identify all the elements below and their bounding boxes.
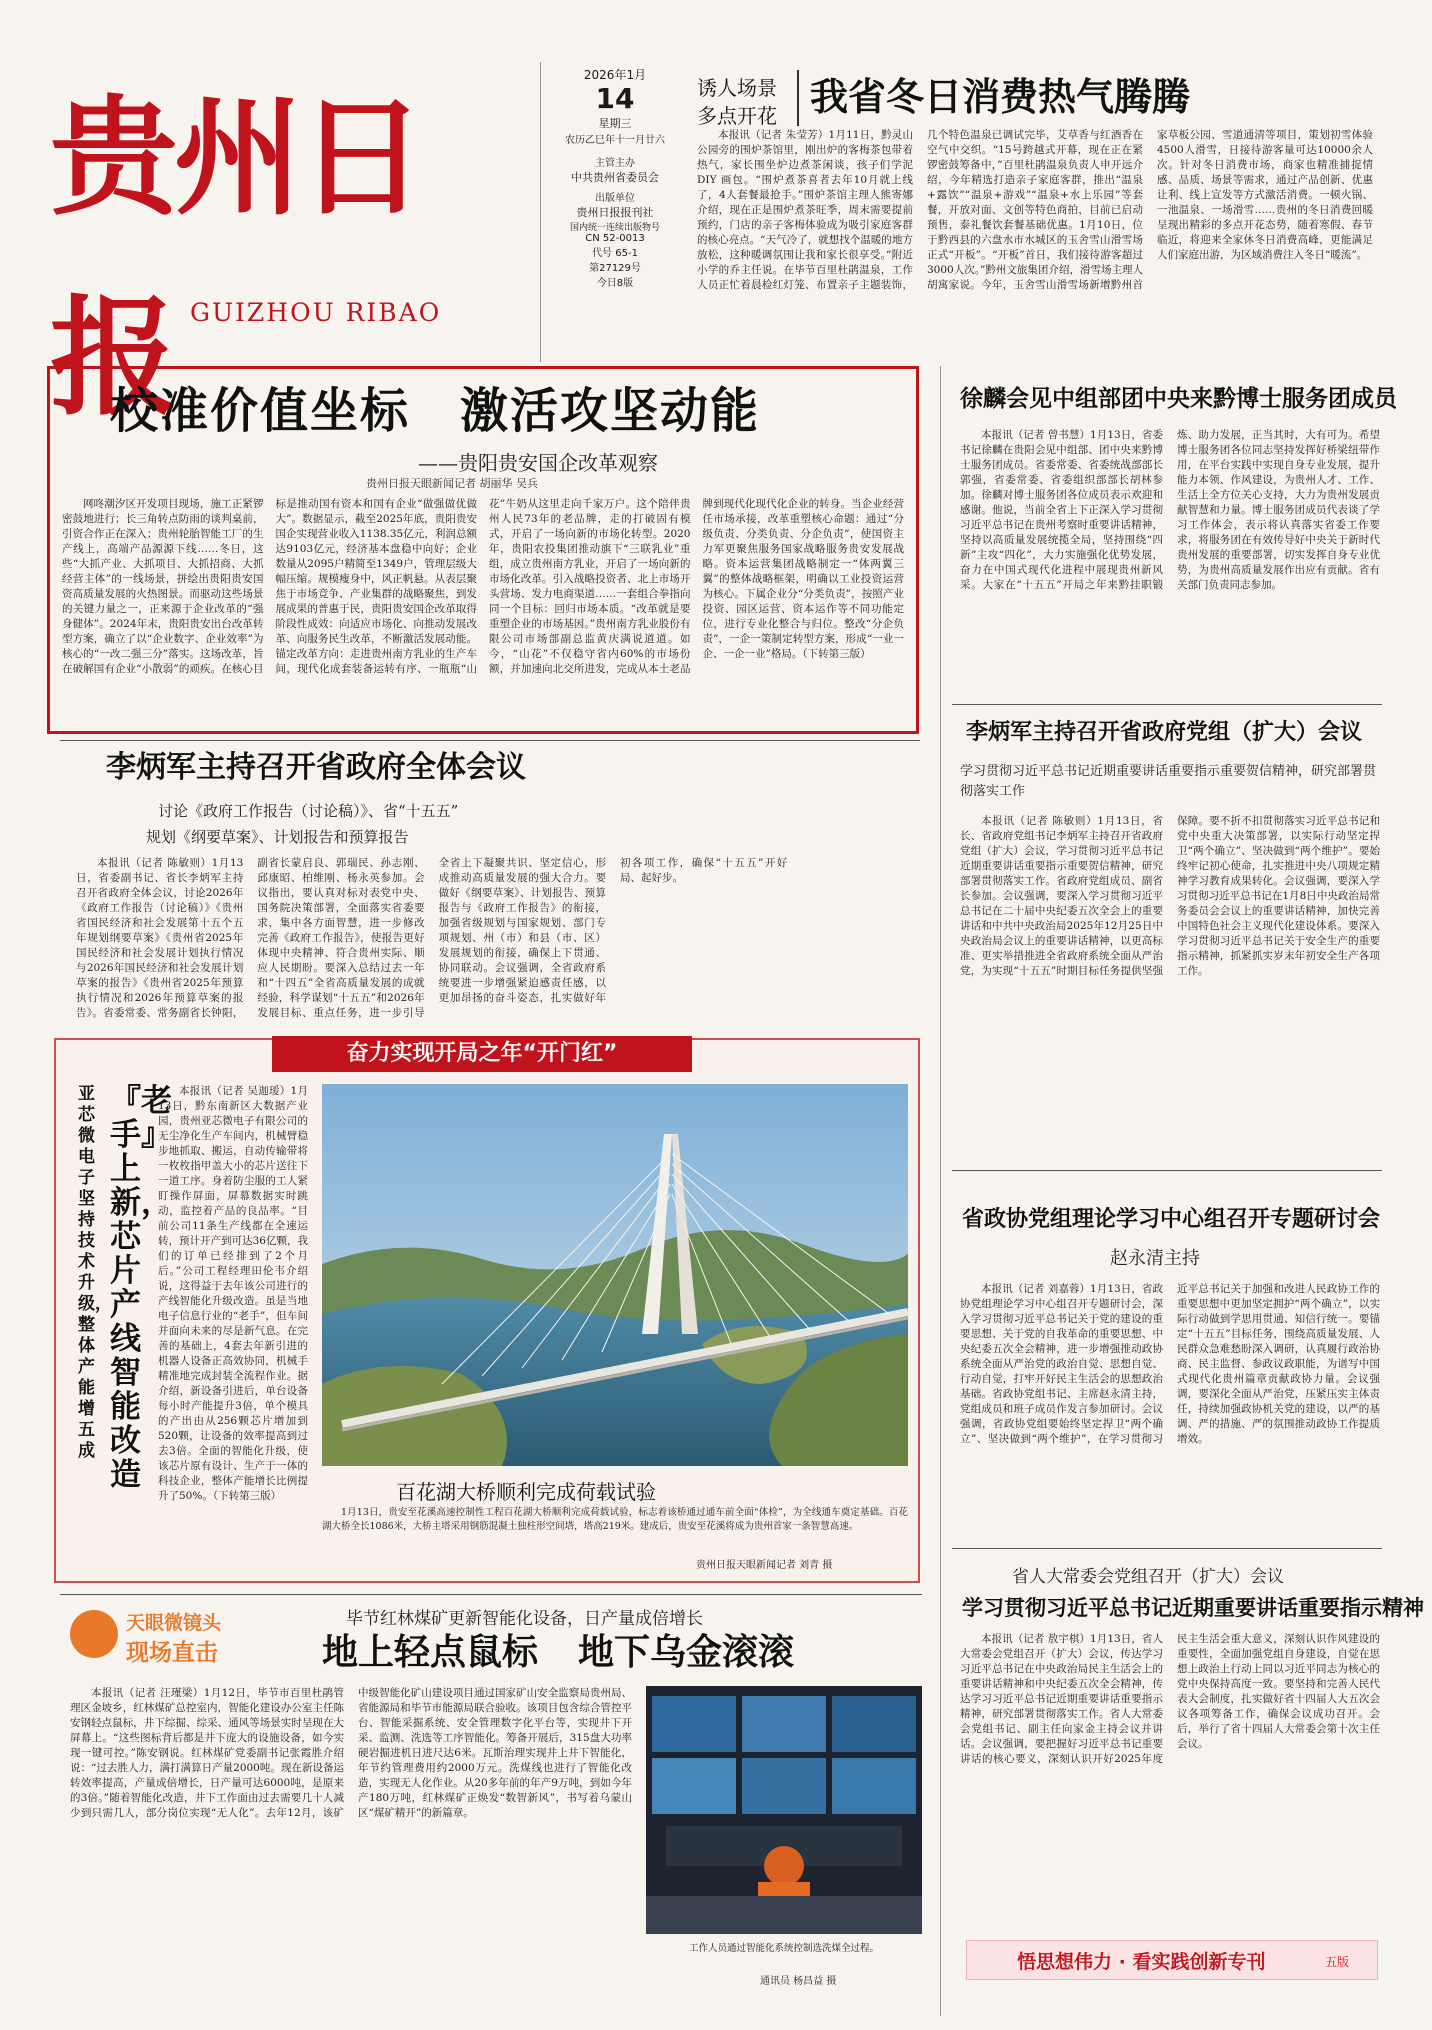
live-badge bbox=[70, 1604, 270, 1664]
right-story-1-body: 本报讯（记者 曾书慧）1月13日，省委书记徐麟在贵阳会见中组部、团中央来黔博士服务团成员。省委常委、省委统战部部长郭强，省委常委、省委组织部部长胡林参加。徐麟对博士服务团各位成员表示欢迎和感谢。他说，当前全省上下正深入学习贯彻习近平总书记在贵州考察时重要讲话精神，坚持以高质量发展统揽全局，坚持围绕“四新”主攻“四化”，大力实施强化优势发展，奋力在中国式现代化进程中展现贵州新风采。大家在“十五五”开局之年来黔挂职锻炼、助力发展，正当其时，大有可为。希望博士服务团各位同志坚持发挥好桥梁纽带作用，在平台实践中实现自身专业发展，提升能力本领、作风建设，为贵州人才、工作、生活上全方位关心支持，大力为贵州发展贡献智慧和力量。博士服务团成员代表谈了学习工作体会，表示将认真落实省委工作要求，将服务团在有效传导好中央关于新时代贵州发展的重要部署，切实发挥自身专业优势，为贵州高质量发展作出应有贡献。省有关部门负责同志参加。 bbox=[960, 429, 1380, 591]
feature-vertical-title-b[interactable]: 『老手』上新，芯片产线智能改造 bbox=[110, 1083, 172, 1493]
box-story-headline-a: 校准价值坐标 bbox=[110, 383, 411, 439]
box-story-headline-b: 激活攻坚动能 bbox=[460, 383, 761, 439]
top-story-headline[interactable]: 我省冬日消费热气腾腾 bbox=[810, 75, 1191, 119]
bottom-story-kicker: 毕节红林煤矿更新智能化设备，日产量成倍增长 bbox=[346, 1609, 703, 1629]
feature-body: 本报讯（记者 吴迦瑷）1月13日，黔东南新区大数据产业园，贵州亚芯微电子有限公司的无尘净化生产车间内，机械臂稳步地抓取、搬运，自动传输带将一枚枚指甲盖大小的芯片送往下一道工序。身着防尘服的工人紧盯操作屏面，屏幕数据实时跳动，监控着产品的良品率。“目前公司11条生产线都在全速运转，预计开产到可达36亿颗，我们的订单已经排到了2个月后。”公司工程经理田伦韦介绍说，这得益于去年该公司进行的产线智能化升级改造。虽是当地电子信息行业的“老手”，但车间并面向未来的尽是新气息。在完善的基础上，4套去年新引进的机器人设备正高效协同，机械手精准地完成封装全流程作业。据介绍，新设备引进后，单台设备每小时产能提升3倍，单个模具的产出由从256颗芯片增加到520颗，让设备的效率提高到过去3倍。全面的智能化升级，使该芯片原有设计、生产于一体的科技企业，整体产能增长比例提升了50%。（下转第三版） bbox=[158, 1085, 308, 1502]
bridge-photo-caption: 1月13日，贵安至花溪高速控制性工程百花湖大桥顺利完成荷载试验，标志着该桥通过通车前全面“体检”，为全线通车奠定基础。百花湖大桥全长1086米，大桥主塔采用钢筋混凝土独柱形空间塔，塔高219米。建成后，贵安至花溪将成为贵州首家一条智慧高速。 bbox=[322, 1507, 908, 1532]
live-badge-bottom: 现场直击 bbox=[126, 1640, 218, 1666]
cn-label: 国内统一连续出版物号 bbox=[569, 223, 660, 233]
publisher-label: 出版单位 bbox=[595, 193, 635, 204]
date-year: 2026年1月 bbox=[583, 68, 647, 82]
middle-story-headline[interactable]: 李炳军主持召开省政府全体会议 bbox=[106, 750, 526, 785]
right-story-4-headline[interactable]: 学习贯彻习近平总书记近期重要讲话重要指示精神 bbox=[962, 1596, 1424, 1620]
bottom-story-headline-a: 地上轻点鼠标 bbox=[322, 1632, 539, 1673]
special-column-page: 五版 bbox=[1325, 1955, 1350, 1969]
bottom-story-headline[interactable] bbox=[322, 1630, 794, 1676]
right-story-3-headline[interactable]: 省政协党组理论学习中心组召开专题研讨会 bbox=[962, 1207, 1381, 1232]
bottom-story-body-left: 本报讯（记者 汪瑾梁）1月12日，毕节市百里杜鹃管理区金坡乡，红林煤矿总控室内，智能化建设办公室主任陈安钢轻点鼠标，井下综掘、综采、通风等场景实时呈现在大屏幕上。“这些图标背后都是井下庞大的设施设备，如今实现一键可控。”陈安钢说。红林煤矿党委副书记张霞胜介绍说：“过去胜人力，满打满算日产量2000吨。现在新设备运转效率提高，产量成倍增长，日产量可达6000吨，是原来的3倍。”随着智能化改造，井下工作面由过去需要几十人减少到只需几人，部分岗位实现“无人化”。去年12月，该矿中级智能化矿山建设项目通过国家矿山安全监察局贵州局、省能源局和毕节市能源局联合验收。该项目包含综合管控平台、智能采掘系统、安全管理数字化平台等，实现井下开采、监测、洗选等工序智能化。筹备开展后，315盘大功率硬岩掘进机日进尺达6米。瓦斯治理实现井上井下智能化，年节约管理费用约2000万元。洗煤线也进行了智能化改造，实现无人化作业。从20多年前的年产9万吨，到如今年产180万吨，红林煤矿正焕发“数智新风”，书写着乌蒙山区“煤矿精开”的新篇章。 bbox=[70, 1687, 632, 1819]
right-story-4-body: 本报讯（记者 敖宇棋）1月13日，省人大常委会党组召开（扩大）会议，传达学习习近平总书记在中央政治局民主生活会上的重要讲话精神和中央纪委五次全会精神，传达学习习近平总书记近期重要讲话重要指示精神，研究部署贯彻落实工作。省人大常委会党组书记、副主任向家金主持会议并讲话。会议强调，要把握好习近平总书记重要讲话的核心要义，深刻认识开好2025年度民主生活会重大意义，深刻认识作风建设的重要性，全面加强党组自身建设，自觉在思想上政治上行动上同以习近平同志为核心的党中央保持高度一致。要坚持和完善人民代表大会制度，扎实做好省十四届人大五次会议各项筹备工作，确保会议成功召开。会后，举行了省十四届人大常委会第十次主任会议。 bbox=[960, 1633, 1380, 1765]
masthead-pinyin: GUIZHOU RIBAO bbox=[190, 298, 442, 327]
mine-photo-caption: 工作人员通过智能化系统控制选洗煤全过程。 bbox=[688, 1943, 879, 1954]
page-count: 今日8版 bbox=[596, 278, 634, 289]
date-day: 14 bbox=[595, 82, 635, 115]
special-column-banner[interactable] bbox=[966, 1940, 1378, 1980]
date-weekday: 星期三 bbox=[598, 117, 632, 130]
box-story-body: 网咚潮汐区开发项目现场，施工正紧锣密鼓地进行；长三角转点防雨的谈判桌前，引资合作正在深入；贵州轮胎智能工厂的生产线上，高端产品源源下线……冬日，这些“大抓产业、大抓项目、大抓招商、大抓经营主体”的一线场景，拼绘出贵阳贵安国资高质量发展的火热图景。而驱动这些场景的关键力量之一，正来源于企业改革的“强身健体”。2024年末，贵阳贵安出台改革转型方案，确立了以“企业数字、企业效率”为核心的“一改二强三分”落实。这场改革，旨在破解国有企业“小散弱”的顽疾。在核心目标是推动国有资本和国有企业“做强做优做大”。数据显示，截至2025年底，贵阳贵安国企实现营业收入1138.35亿元，利润总额达9103亿元，经济基本盘稳中向好；企业数量从2095户精简至1349户，管理层级大幅压缩。规模瘦身中，风正帆悬。从表层聚焦于市场竞争、产业集群的战略聚焦，到发展成果的普惠于民，贵阳贵安国企改革取得阶段性成效：向适应市场化、向推动发展改革、向服务民生改革，不断激活发展动能。锚定改革方向：走进贵州南方乳业的生产车间，现代化成套装备运转有序、一瓶瓶“山花”牛奶从这里走向千家万户。这个陪伴贵州人民73年的老品牌，走的打破固有模式，开启了一场向新的市场化转型。2020年，贵阳农投集团推动旗下“三联乳业”重组，成立贵州南方乳业，开启了一场向新的市场化改革。引入战略投资者、北上市场开头营场、发力电商渠道……一套组合拳指向同一个目标：回归市场本质。“改革就是要重塑企业的市场基因。”贵州南方乳业股份有限公司市场部副总监黄庆满说道道。如今，“山花”不仅稳守省内60%的市场份额，并加速向北交所进发，完成从本土老品牌到现代化现代化企业的转身。当企业经营任市场承接，改革重塑核心命题：通过“分级负责、分类负责、分企负责”，使国资主力军更聚焦服务国家战略服务贵安发展战略。资本运营集团战略制定一“体两翼三翼”的整体战略框架，明确以工业投资运营为核心。下属企业分“分类负责”，按照产业投资、园区运营、资本运作等不同功能定位，进行专业化整合与归位。整改“分企负责”，一企一策制定转型方案，形成“一业一企、一企一业”格局。（下转第三版） bbox=[62, 498, 904, 675]
middle-story-body-a bbox=[76, 856, 788, 1024]
mine-photo-credit: 通讯员 杨昌益 摄 bbox=[760, 1976, 837, 1987]
postal-code: 代号 65-1 bbox=[592, 248, 638, 259]
right-story-1-headline[interactable]: 徐麟会见中组部团中央来黔博士服务团成员 bbox=[960, 386, 1397, 412]
middle-story-subtitle-1: 讨论《政府工作报告（讨论稿）》、省“十五五” bbox=[158, 802, 459, 820]
right-story-3-body: 本报讯（记者 刘嘉蓉）1月13日，省政协党组理论学习中心组召开专题研讨会，深入学习贯彻习近平总书记关于党的建设的重要思想、关于党的自我革命的重要思想、中央纪委五次全会精神，进一步增强推动政协系统全面从严治党的政治自觉、思想自觉、行动自觉，打牢开好民主生活会的思想政治基础。省政协党组书记、主席赵永清主持，党组成员和班子成员作发言参加研讨。会议强调，省政协党组要始终坚定捍卫“两个确立”、坚决做到“两个维护”，在学习贯彻习近平总书记关于加强和改进人民政协工作的重要思想中更加坚定拥护“两个确立”，以实际行动做到学思用贯通、知信行统一。要锚定“十五五”目标任务，围绕高质量发展、人民群众急难愁盼深入调研，认真履行政治协商、民主监督、参政议政职能，为谱写中国式现代化贵州篇章贡献政协力量。会议强调，要深化全面从严治党，压紧压实主体责任，持续加强政协机关党的建设，以严的基调、严的措施、严的氛围推动政协工作提质增效。 bbox=[960, 1283, 1380, 1445]
top-story-kicker-2: 多点开花 bbox=[697, 104, 777, 128]
middle-story-subtitle-2: 规划《纲要草案》、计划报告和预算报告 bbox=[146, 828, 409, 846]
masthead-title: 贵州日报 bbox=[50, 83, 423, 433]
box-story-subtitle: ——贵阳贵安国企改革观察 bbox=[418, 451, 658, 475]
mine-photo-svg bbox=[646, 1686, 922, 1934]
live-badge-top: 天眼微镜头 bbox=[126, 1612, 222, 1634]
right-story-2-headline[interactable]: 李炳军主持召开省政府党组（扩大）会议 bbox=[966, 720, 1363, 745]
publisher: 贵州日报报刊社 bbox=[576, 206, 654, 219]
box-story-headline[interactable] bbox=[110, 383, 760, 439]
sponsor-label: 主管主办 bbox=[595, 158, 635, 169]
bridge-photo-credit: 贵州日报天眼新闻记者 刘青 摄 bbox=[696, 1560, 833, 1571]
mine-photo bbox=[646, 1686, 922, 1934]
cn-number: CN 52-0013 bbox=[585, 233, 645, 244]
middle-story-body: 本报讯（记者 陈敏则）1月13日，省委副书记、省长李炳军主持召开省政府全体会议，讨论2026年《政府工作报告（讨论稿）》《贵州省国民经济和社会发展第十五个五年规划纲要草案》《贵州省2025年国民经济和社会发展计划执行情况与2026年国民经济和社会发展计划草案的报告》《贵州省2025年预算执行情况和2026年预算草案的报告》。省委常委、常务副省长钟阳，副省长蒙启良、郭瑞民、孙志刚、邱康昭、柏维刚、杨永英参加。会议指出，要认真对标对表党中央、国务院决策部署，全面落实省委要求，集中各方面智慧，进一步修改完善《政府工作报告》，使报告更好体现中央精神、符合贵州实际、顺应人民期盼。要深入总结过去一年和“十四五”全省高质量发展的成就经验，科学谋划“十五五”和2026年发展目标、重点任务，进一步引导全省上下凝聚共识、坚定信心，形成推动高质量发展的强大合力。要做好《纲要草案》、计划报告、预算报告与《政府工作报告》的衔接，加强省级规划与国家规划、部门专项规划、州（市）和县（市、区）发展规划的衔接，确保上下贯通、协同联动。会议强调，全省政府系统要进一步增强紧迫感责任感，以更加昂扬的奋斗姿态，扎实做好年初各项工作，确保“十五五”开好局、起好步。 bbox=[76, 857, 788, 1019]
right-story-2-subtitle: 学习贯彻习近平总书记近期重要讲话重要指示重要贺信精神，研究部署贯彻落实工作 bbox=[960, 764, 1377, 799]
feature-banner bbox=[272, 1036, 692, 1072]
sponsor: 中共贵州省委员会 bbox=[571, 171, 659, 184]
feature-vertical-title-a: 亚芯微电子坚持技术升级，整体产能增五成 bbox=[78, 1084, 112, 1461]
right-story-3-subtitle: 赵永清主持 bbox=[1110, 1248, 1200, 1269]
middle-story-continued bbox=[616, 744, 922, 1024]
top-story-body: 本报讯（记者 朱莹芳）1月11日，黔灵山公园旁的围炉茶馆里，刚出炉的客梅茶包带着热气，家长围坐炉边煮茶闲谈，孩子们学泥 DIY 画包。“围炉煮茶喜者去年10月就上线了，4人套餐最抢手。”围炉茶馆主理人熊寄娜介绍，现在正是围炉煮茶旺季，周末需要提前预约，门店的亲子客梅体验成为吸引家庭客群的核心亮点。“天气冷了，就想找个温暖的地方放松，这种暖调氛围让我和家长很享受。”附近小学的乔主任说。在毕节百里杜鹃温泉，工作人员正忙着晨检红灯笼、布置亲子主题装饰，几个特色温泉已调试完毕，艾草香与红酒香在空气中交织。“15号跨越式开幕，现在正在紧锣密鼓筹备中，”百里杜鹃温泉负责人申开远介绍，今年精选打造亲子家庭客群，推出“温泉+露饮”“温泉+游戏”“温泉+水上乐园”等套餐，开放对面、文创等特色商拍，目前已启动预售，泰礼餐饮套餐基础优惠。1月10日，位于黔西县的六盘水市水城区的玉舍雪山滑雪场正式“开板”。“开板”首日，我们接待游客超过3000人次。”黔州文旅集团介绍，滑雪场主理人胡寓家说。今年，玉舍雪山滑雪场新增黔州首家草板公园、雪道通清等项目，策划初雪体验4500人滑雪，日接待游客量可达10000余人次。针对冬日消费市场，商家也精准捕捉情感、品质、场景等需求，通过产品创新、优惠让利、线上宣发等方式激活消费。一顿火锅、一池温泉、一场滑雪……贵州的冬日消费回暖呈现出精彩的多点开花态势，随着寒假、春节临近，将迎来全家休冬日消费高峰，更能满足人们家庭出游，为区域消费注入冬日“暖流”。 bbox=[697, 129, 1373, 291]
bridge-photo-title: 百花湖大桥顺利完成荷载试验 bbox=[396, 1480, 656, 1504]
bridge-photo-svg bbox=[322, 1084, 908, 1466]
bridge-photo bbox=[322, 1084, 908, 1466]
live-badge-icon bbox=[70, 1610, 118, 1658]
right-story-4-kicker: 省人大常委会党组召开（扩大）会议 bbox=[1012, 1567, 1284, 1587]
date-lunar: 农历乙巳年十一月廿六 bbox=[565, 135, 665, 146]
bottom-story-headline-b: 地下乌金滚滚 bbox=[578, 1632, 795, 1673]
right-story-2-body: 本报讯（记者 陈敏则）1月13日，省长、省政府党组书记李炳军主持召开省政府党组（扩大）会议，学习贯彻习近平总书记近期重要讲话重要指示重要贺信精神，研究部署贯彻落实工作。省政府党组成员、副省长参加。会议强调，要深入学习贯彻习近平总书记在二十届中央纪委五次全会上的重要讲话和中共中央政治局2025年12月25日中央政治局会议上的重要讲话精神，以更高标准、更实举措推进全省政府系统全面从严治党，为实现“十五五”时期目标任务提供坚强保障。要不折不扣贯彻落实习近平总书记和党中央重大决策部署，以实际行动坚定捍卫“两个确立”、坚决做到“两个维护”。要始终牢记初心使命，扎实推进中央八项规定精神学习教育成果转化。会议强调，要深入学习贯彻习近平总书记在1月8日中央政治局常务委员会会议上的重要讲话精神，加快完善中国特色社会主义现代化建设体系。要深入学习贯彻习近平总书记关于安全生产的重要指示精神，抓紧抓实岁末年初安全生产各项工作。 bbox=[960, 815, 1380, 977]
box-story-byline: 贵州日报天眼新闻记者 胡丽华 吴兵 bbox=[366, 477, 538, 490]
feature-banner-text: 奋力实现开局之年“开门红” bbox=[346, 1041, 618, 1066]
box-story bbox=[47, 366, 919, 734]
issue-number: 第27129号 bbox=[589, 263, 641, 274]
top-story-kicker-1: 诱人场景 bbox=[697, 76, 777, 100]
special-column-label: 悟思想伟力 · 看实践创新专刊 bbox=[1017, 1951, 1266, 1973]
feature-box bbox=[54, 1038, 920, 1583]
